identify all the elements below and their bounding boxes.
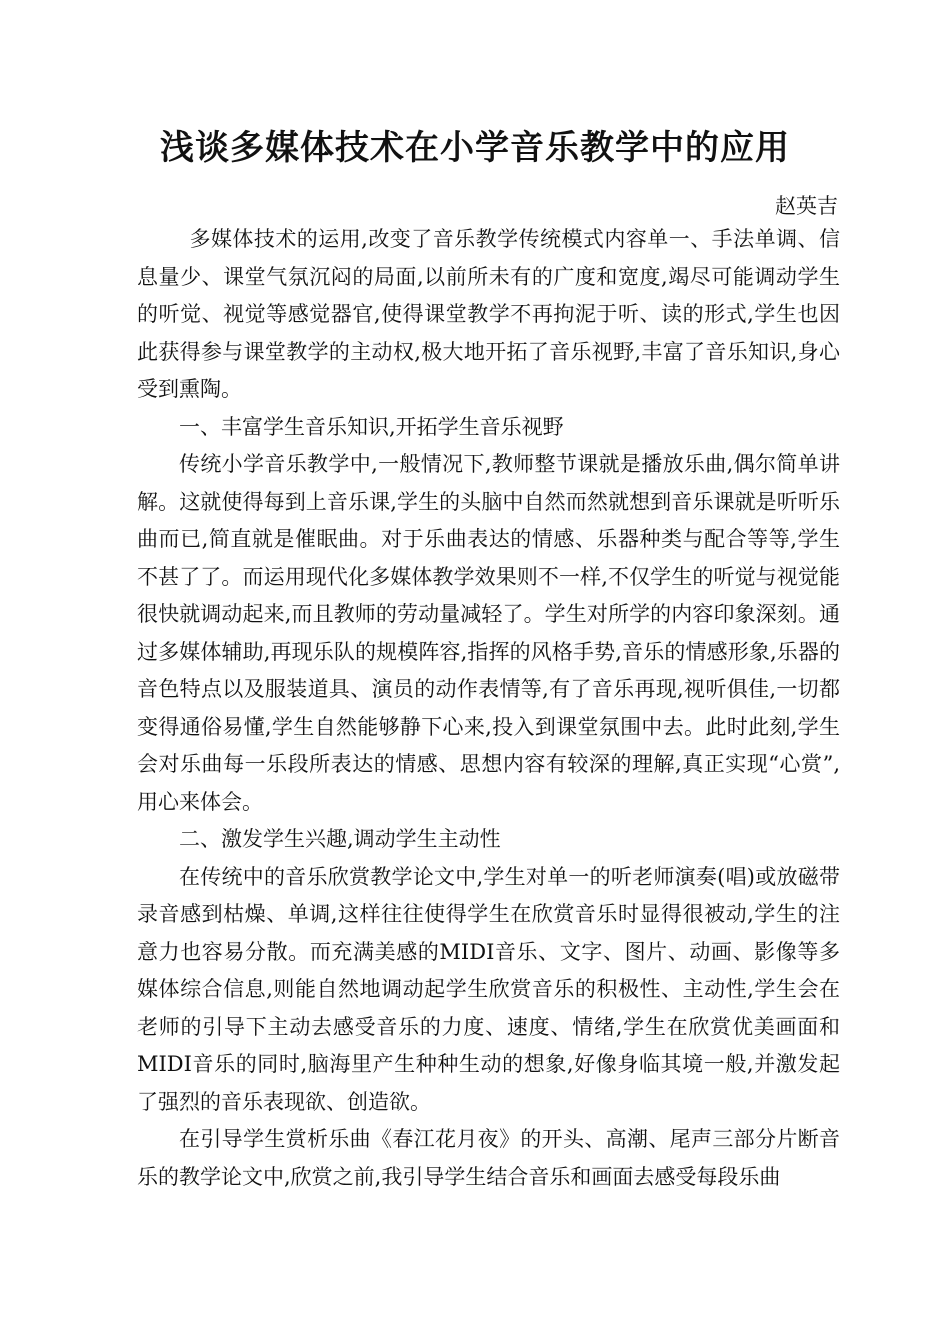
author-name: 赵英吉 — [775, 194, 838, 218]
section-heading-2: 二、激发学生兴趣,调动学生主动性 — [179, 827, 501, 851]
document-title: 浅谈多媒体技术在小学音乐教学中的应用 — [160, 128, 790, 168]
document-body — [137, 221, 840, 1196]
body-paragraph: 传统小学音乐教学中,一般情况下,教师整节课就是播放乐曲,偶尔简单讲解。这就使得每到上音乐课,学生的头脑中自然而然就想到音乐课就是听听乐曲而已,简直就是催眠曲。对于乐曲表达的情感、乐器种类与配合等等,学生不甚了了。而运用现代化多媒体教学效果则不一样,不仅学生的听觉与视觉能很快就调动起来,而且教师的劳动量减轻了。学生对所学的内容印象深刻。通过多媒体辅助,再现乐队的规模阵容,指挥的风格手势,音乐的情感形象,乐器的音色特点以及服装道具、演员的动作表情等,有了音乐再现,视听俱佳,一切都变得通俗易懂,学生自然能够静下心来,投入到课堂氛围中去。此时此刻,学生会对乐曲每一乐段所表达的情感、思想内容有较深的理解,真正实现“心赏”,用心来体会。 — [137, 452, 840, 814]
body-paragraph: 在引导学生赏析乐曲《春江花月夜》的开头、高潮、尾声三部分片断音乐的教学论文中,欣赏之前,我引导学生结合音乐和画面去感受每段乐曲 — [137, 1127, 840, 1189]
section-heading-1: 一、丰富学生音乐知识,开拓学生音乐视野 — [179, 414, 564, 439]
intro-paragraph: 多媒体技术的运用,改变了音乐教学传统模式内容单一、手法单调、信息量少、课堂气氛沉闷的局面,以前所未有的广度和宽度,竭尽可能调动学生的听觉、视觉等感觉器官,使得课堂教学不再拘泥于听、读的形式,学生也因此获得参与课堂教学的主动权,极大地开拓了音乐视野,丰富了音乐知识,身心受到熏陶。 — [137, 227, 840, 401]
body-paragraph: 在传统中的音乐欣赏教学论文中,学生对单一的听老师演奏(唱)或放磁带录音感到枯燥、单调,这样往往使得学生在欣赏音乐时显得很被动,学生的注意力也容易分散。而充满美感的MIDI音乐、文字、图片、动画、影像等多媒体综合信息,则能自然地调动起学生欣赏音乐的积极性、主动性,学生会在老师的引导下主动去感受音乐的力度、速度、情绪,学生在欣赏优美画面和MIDI音乐的同时,脑海里产生种种生动的想象,好像身临其境一般,并激发起了强烈的音乐表现欲、创造欲。 — [137, 864, 840, 1114]
